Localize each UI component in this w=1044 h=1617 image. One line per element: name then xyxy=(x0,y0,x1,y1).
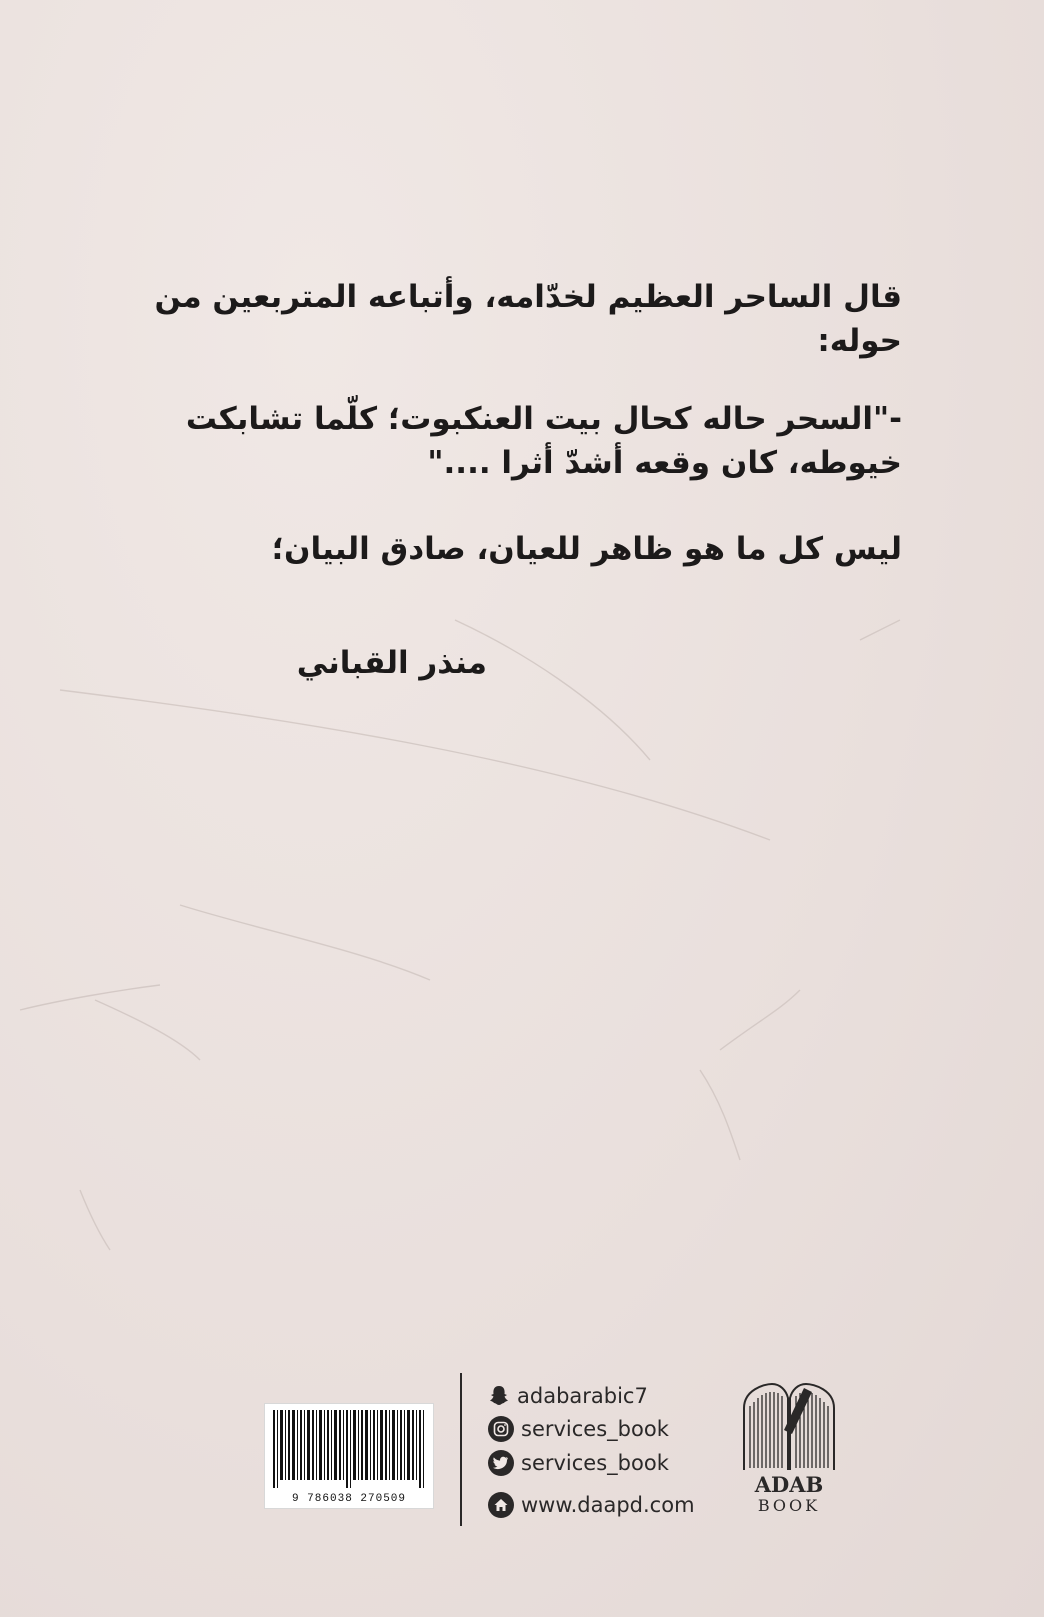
snapchat-icon xyxy=(488,1383,510,1409)
blurb-closing: ليس كل ما هو ظاهر للعيان، صادق البيان؛ xyxy=(271,531,902,567)
twitter-icon xyxy=(488,1450,514,1476)
author-name-text: منذر القباني xyxy=(296,645,487,681)
instagram-handle: services_book xyxy=(521,1417,669,1441)
open-book-icon xyxy=(734,1380,844,1476)
barcode-bars xyxy=(271,1410,427,1488)
vertical-divider xyxy=(460,1373,462,1526)
blurb-quote-line-2: خيوطه، كان وقعه أشدّ أثرا ...." xyxy=(427,445,902,481)
adab-book-logo xyxy=(734,1380,844,1520)
logo-text-book: BOOK xyxy=(757,1496,821,1515)
contact-snapchat xyxy=(488,1380,648,1412)
website-url: www.daapd.com xyxy=(521,1493,695,1517)
author-name xyxy=(142,641,902,685)
logo-text-adab: ADAB xyxy=(754,1472,824,1497)
isbn-barcode xyxy=(264,1403,434,1509)
isbn-number: 9 786038 270509 xyxy=(291,1493,407,1505)
blurb-intro: قال الساحر العظيم لخدّامه، وأتباعه المتربعين من حوله: xyxy=(154,279,902,359)
snapchat-handle: adabarabic7 xyxy=(517,1384,648,1408)
twitter-handle: services_book xyxy=(521,1451,669,1475)
home-icon xyxy=(488,1492,514,1518)
blurb-quote xyxy=(142,397,902,485)
contact-instagram xyxy=(488,1413,669,1445)
blurb-quote-line-1: -"السحر حاله كحال بيت العنكبوت؛ كلّما تشابكت xyxy=(185,401,902,437)
instagram-icon xyxy=(488,1416,514,1442)
contact-twitter xyxy=(488,1447,669,1479)
back-cover-blurb xyxy=(142,275,902,685)
contact-website xyxy=(488,1489,695,1521)
